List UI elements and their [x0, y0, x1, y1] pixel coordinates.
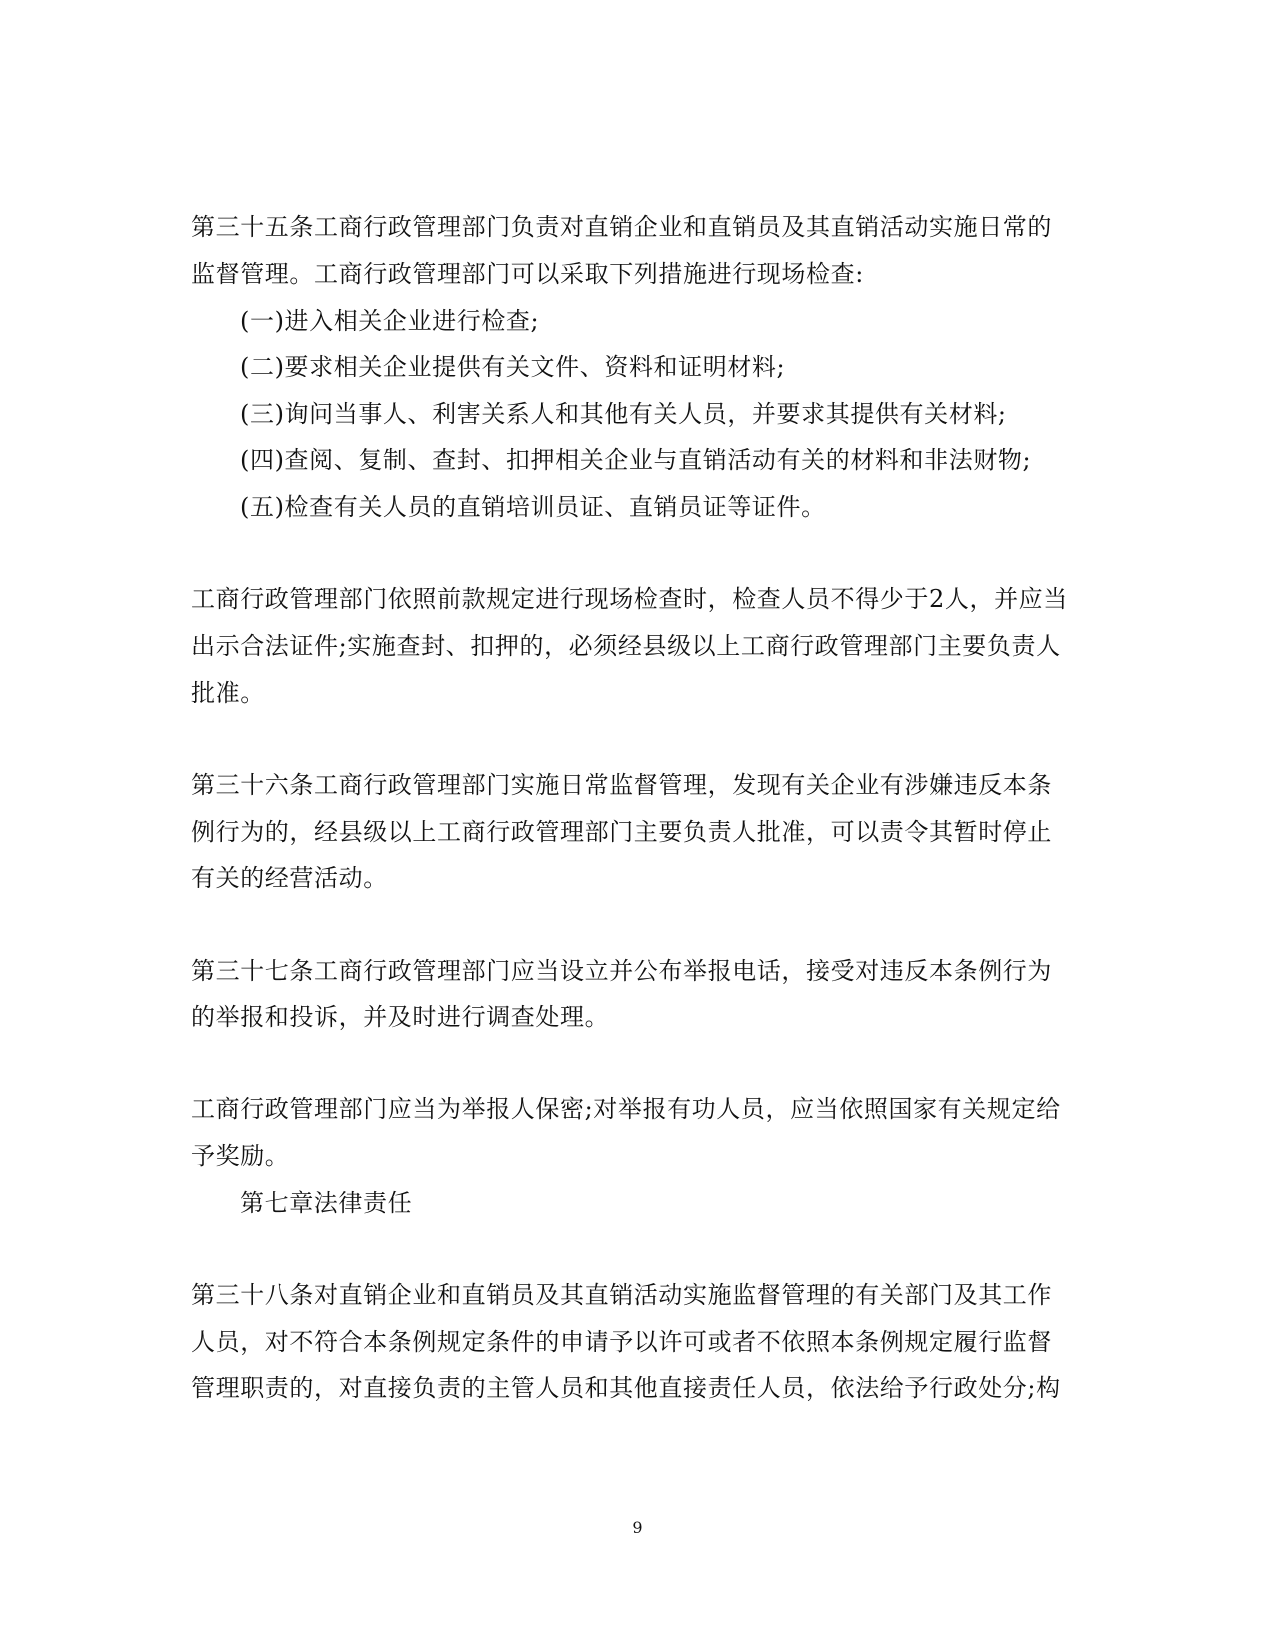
page-number: 9 [632, 1518, 643, 1537]
list-item: (三)询问当事人、利害关系人和其他有关人员，并要求其提供有关材料; [240, 400, 1007, 428]
text-line: 出示合法证件;实施查封、扣押的，必须经县级以上工商行政管理部门主要负责人 [191, 632, 1061, 660]
text-line: 第三十七条工商行政管理部门应当设立并公布举报电话，接受对违反本条例行为 [191, 957, 1052, 985]
text-line: 第三十八条对直销企业和直销员及其直销活动实施监督管理的有关部门及其工作 [191, 1281, 1052, 1309]
chapter-heading: 第七章法律责任 [240, 1189, 413, 1217]
text-line: 第三十六条工商行政管理部门实施日常监督管理，发现有关企业有涉嫌违反本条 [191, 771, 1052, 799]
text-line: 予奖励。 [191, 1142, 290, 1170]
text-line: 监督管理。工商行政管理部门可以采取下列措施进行现场检查: [191, 260, 864, 288]
text-line: 人员，对不符合本条例规定条件的申请予以许可或者不依照本条例规定履行监督 [191, 1328, 1052, 1356]
text-line: 例行为的，经县级以上工商行政管理部门主要负责人批准，可以责令其暂时停止 [191, 818, 1052, 846]
text-line: 的举报和投诉，并及时进行调查处理。 [191, 1003, 610, 1031]
text-line: 第三十五条工商行政管理部门负责对直销企业和直销员及其直销活动实施日常的 [191, 213, 1052, 241]
text-line: 管理职责的，对直接负责的主管人员和其他直接责任人员，依法给予行政处分;构 [191, 1374, 1061, 1402]
list-item: (五)检查有关人员的直销培训员证、直销员证等证件。 [240, 493, 826, 521]
list-item: (四)查阅、复制、查封、扣押相关企业与直销活动有关的材料和非法财物; [240, 446, 1032, 474]
text-line: 工商行政管理部门应当为举报人保密;对举报有功人员，应当依照国家有关规定给 [191, 1095, 1061, 1123]
text-line: 有关的经营活动。 [191, 864, 388, 892]
list-item: (二)要求相关企业提供有关文件、资料和证明材料; [240, 353, 786, 381]
text-line: 工商行政管理部门依照前款规定进行现场检查时，检查人员不得少于2人，并应当 [191, 585, 1068, 613]
text-line: 批准。 [191, 679, 265, 707]
list-item: (一)进入相关企业进行检查; [240, 307, 540, 335]
